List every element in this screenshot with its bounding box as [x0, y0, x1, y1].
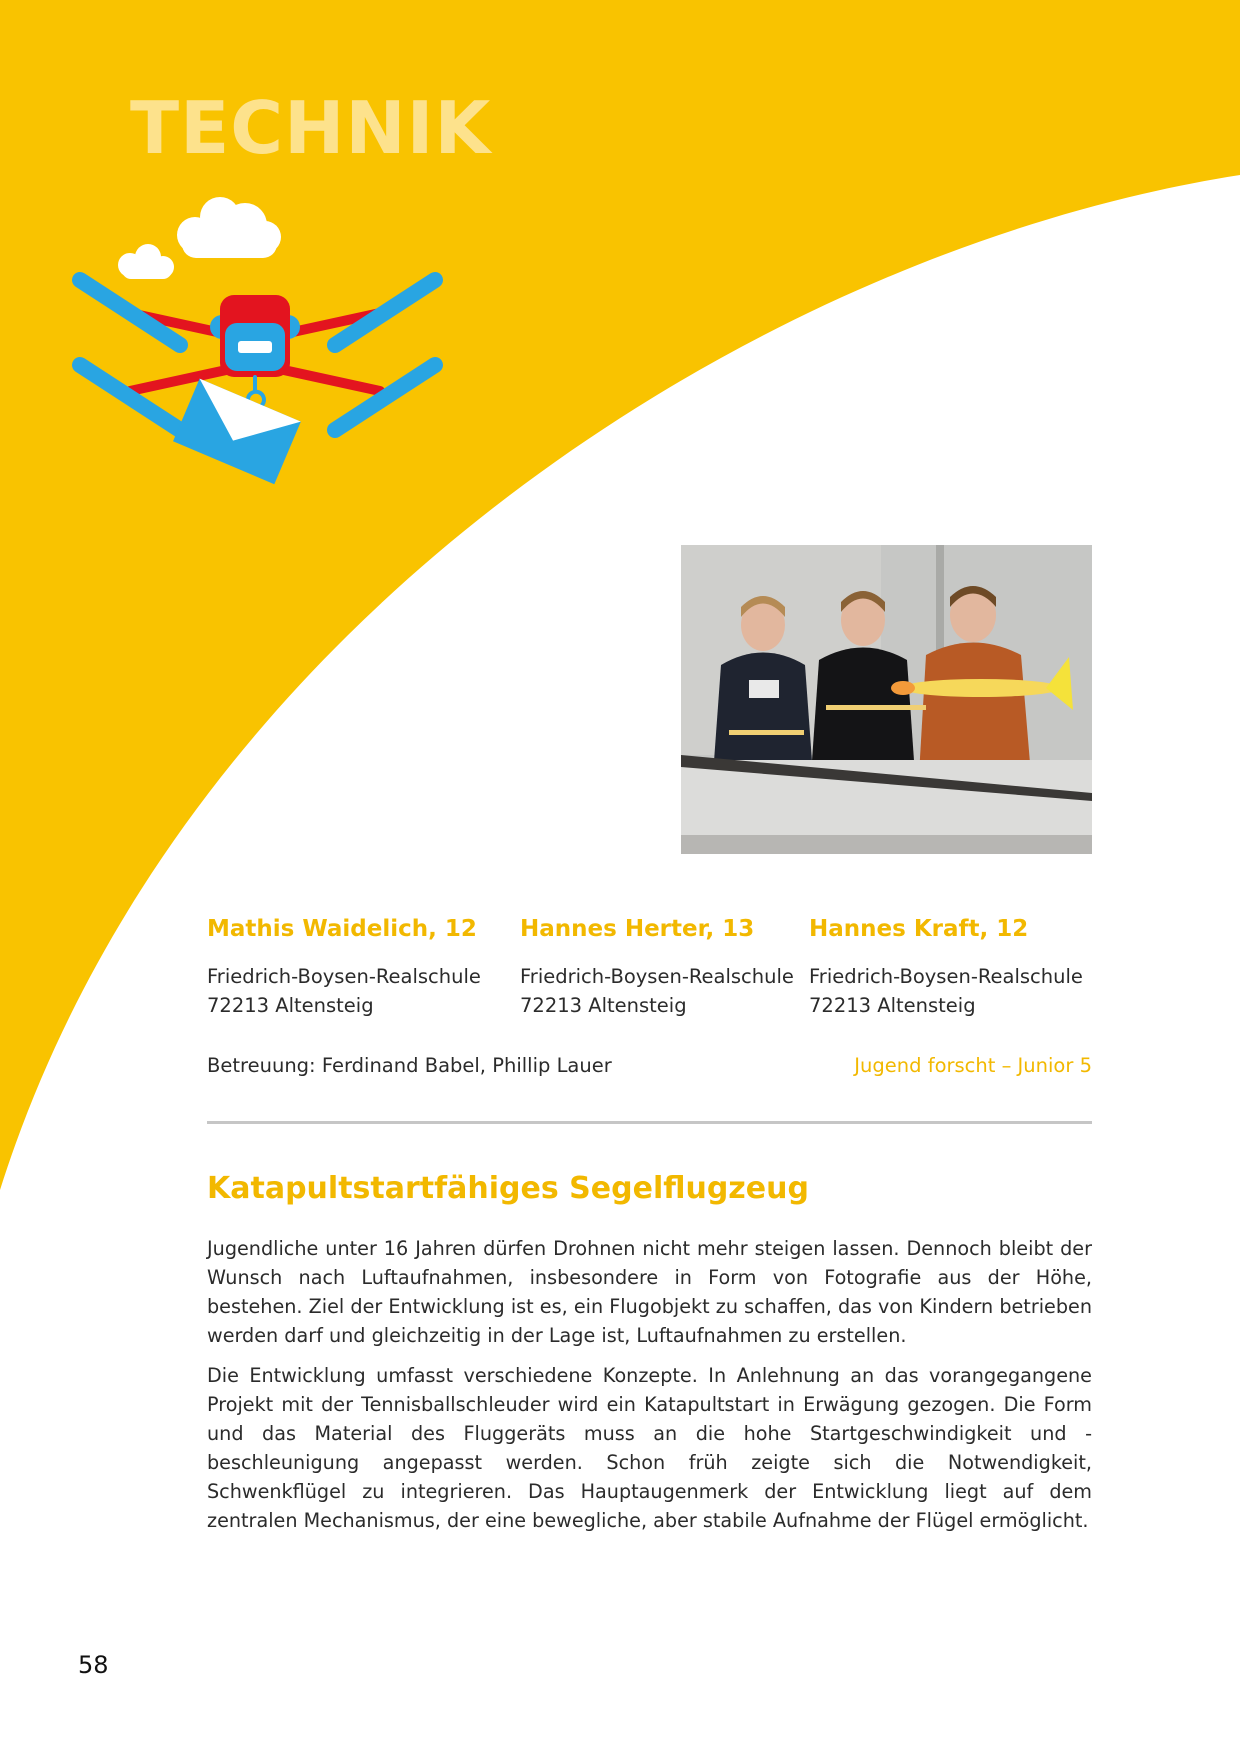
project-title: Katapultstartfähiges Segelflugzeug: [207, 1171, 809, 1206]
project-description: [207, 1234, 1092, 1546]
support-line: Betreuung: Ferdinand Babel, Phillip Lauer: [207, 1054, 612, 1077]
participant-name: Mathis Waidelich, 12: [207, 916, 477, 942]
participant-school: Friedrich-Boysen-Realschule: [520, 964, 794, 988]
drone-delivering-envelope-icon: [70, 195, 450, 545]
page-number: 58: [78, 1651, 109, 1679]
participant-name: Hannes Herter, 13: [520, 916, 755, 942]
participant-city: 72213 Altensteig: [809, 993, 976, 1017]
description-paragraph: Jugendliche unter 16 Jahren dürfen Drohnen nicht mehr steigen lassen. Dennoch bleibt der Wunsch nach Luftaufnahmen, insbesondere in Form von Fotografie aus der Höhe, bestehen. Ziel der Entwicklung ist es, ein Flugobjekt zu schaffen, das von Kindern betrieben werden darf und gleichzeitig in der Lage ist, Luftaufnahmen zu erstellen.: [207, 1237, 1092, 1347]
participant-card: [809, 916, 1109, 1020]
participant-city: 72213 Altensteig: [207, 993, 374, 1017]
participant-city: 72213 Altensteig: [520, 993, 687, 1017]
description-paragraph: Die Entwicklung umfasst verschiedene Konzepte. In Anlehnung an das vorangegangene Projekt mit der Tennisballschleuder wird ein Katapultstart in Erwägung gezogen. Die Form und das Material des Fluggeräts muss an die hohe Startgeschwindigkeit und -beschleunigung angepasst werden. Schon früh zeigte sich die Notwendigkeit, Schwenkflügel zu integrieren. Das Hauptaugenmerk der Entwicklung liegt auf dem zentralen Mechanismus, der eine bewegliche, aber stabile Aufnahme der Flügel ermöglicht.: [207, 1364, 1092, 1532]
students-with-glider-models-photo: [681, 545, 1092, 854]
participant-card: [520, 916, 820, 1020]
section-title: TECHNIK: [130, 86, 492, 170]
participant-school: Friedrich-Boysen-Realschule: [809, 964, 1083, 988]
participant-school: Friedrich-Boysen-Realschule: [207, 964, 481, 988]
competition-category: Jugend forscht – Junior 5: [854, 1054, 1092, 1077]
participant-name: Hannes Kraft, 12: [809, 916, 1029, 942]
divider-rule: [207, 1121, 1092, 1124]
participant-card: [207, 916, 507, 1020]
